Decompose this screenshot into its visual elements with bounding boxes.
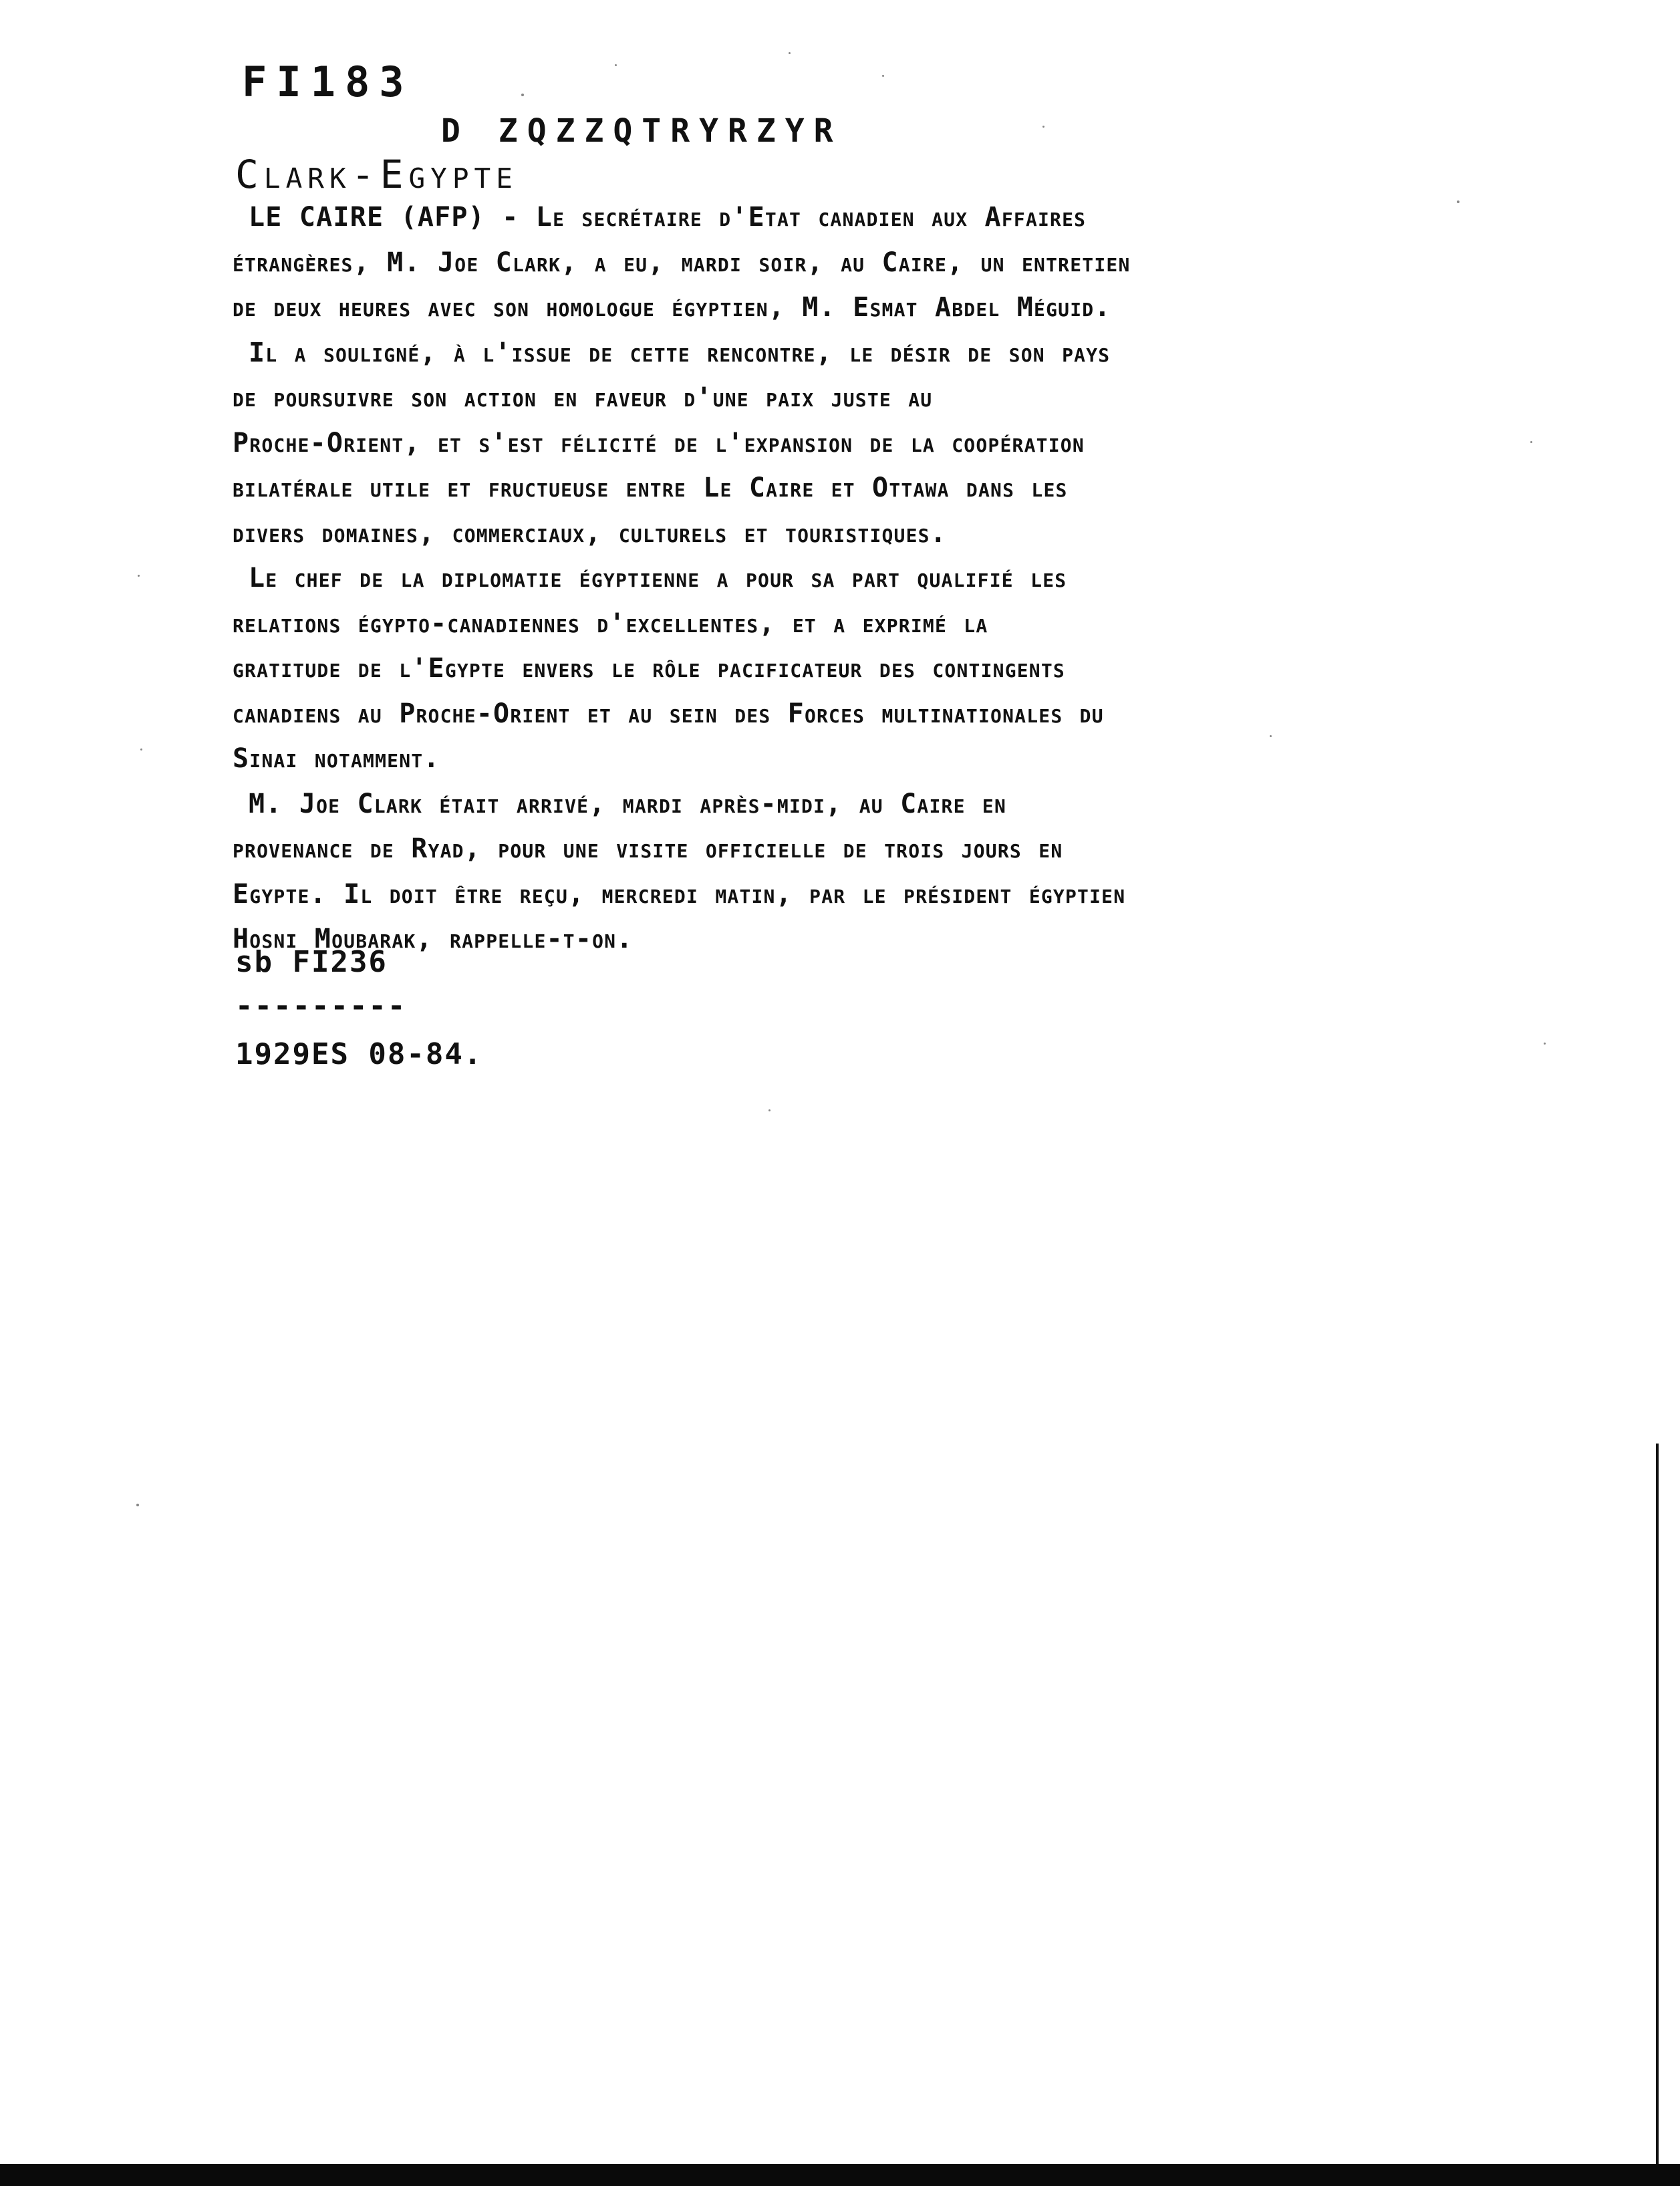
body-line: bilatérale utile et fructueuse entre Le Caire et Ottawa dans les (233, 472, 1068, 503)
body-line: de poursuivre son action en faveur d'une paix juste au (233, 382, 933, 413)
wire-code: D ZQZZQTRYRZYR (441, 112, 843, 150)
body-line: Le chef de la diplomatie égyptienne a pour sa part qualifié les (249, 563, 1067, 593)
scan-speck (521, 94, 524, 96)
scan-bottom-border (0, 2164, 1680, 2186)
footer-timestamp: 1929ES 08-84. (235, 1037, 483, 1071)
scan-speck (140, 748, 142, 750)
body-line: canadiens au Proche-Orient et au sein des Forces multinationales du (233, 698, 1104, 729)
scan-speck (882, 75, 884, 77)
body-line: M. Joe Clark était arrivé, mardi après-midi, au Caire en (249, 788, 1007, 819)
footer-rule: --------- (235, 989, 407, 1023)
body-line: Egypte. Il doit être reçu, mercredi matin, par le président égyptien (233, 878, 1126, 910)
scan-speck (1270, 735, 1272, 737)
scan-edge-line (1656, 1444, 1659, 2165)
story-body (233, 195, 1623, 962)
body-line: gratitude de l'Egypte envers le rôle pacificateur des contingents (233, 653, 1065, 684)
body-line: de deux heures avec son homologue égyptien, M. Esmat Abdel Méguid. (233, 292, 1111, 323)
body-line: étrangères, M. Joe Clark, a eu, mardi soir, au Caire, un entretien (233, 247, 1131, 278)
story-slug: Clark-Egypte (235, 152, 518, 197)
body-line: Il a souligné, à l'issue de cette rencontre, le désir de son pays (249, 337, 1111, 368)
scan-speck (1457, 200, 1459, 203)
body-line: Sinai notamment. (233, 743, 440, 774)
scan-speck (789, 52, 791, 54)
wire-id: FI183 (242, 57, 414, 106)
body-line: divers domaines, commerciaux, culturels et touristiques. (233, 517, 948, 549)
scan-speck (615, 64, 617, 66)
scan-speck (1544, 1043, 1546, 1045)
scan-speck (138, 575, 140, 577)
scan-speck (136, 1504, 139, 1506)
body-line: Proche-Orient, et s'est félicité de l'expansion de la coopération (233, 427, 1085, 458)
footer-ref: sb FI236 (235, 945, 388, 979)
scan-speck (1042, 126, 1044, 128)
body-line: relations égypto-canadiennes d'excellentes, et a exprimé la (233, 607, 988, 639)
body-line: Hosni Moubarak, rappelle-t-on. (233, 924, 634, 954)
body-line: LE CAIRE (AFP) - Le secrétaire d'Etat canadien aux Affaires (249, 202, 1087, 233)
scan-speck (768, 1109, 771, 1111)
scan-speck (1530, 441, 1532, 443)
body-line: provenance de Ryad, pour une visite officielle de trois jours en (233, 833, 1063, 864)
